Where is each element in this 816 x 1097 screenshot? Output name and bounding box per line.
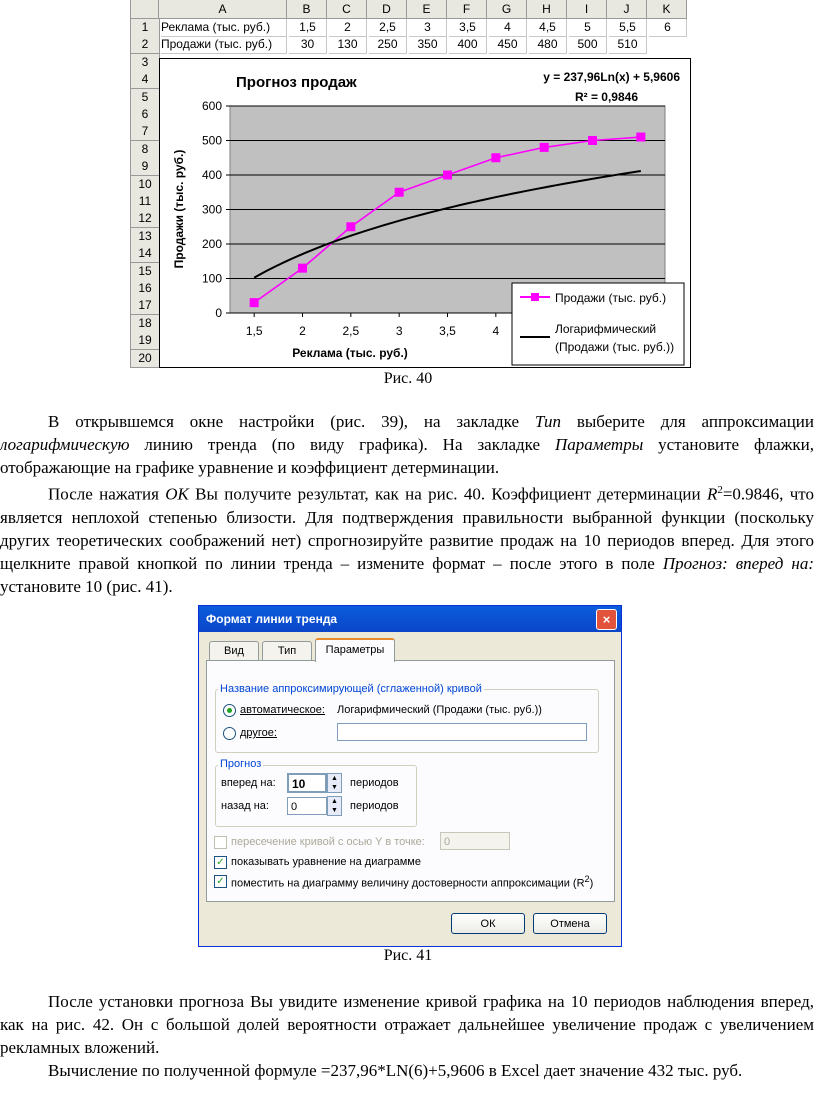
sales-point	[636, 133, 645, 142]
r-squared-label: R² = 0,9846	[574, 90, 638, 104]
forecast-group-label: Прогноз	[220, 758, 262, 770]
p2-text-g: Прогноз: вперед на:	[662, 553, 815, 573]
y-tick-label: 100	[201, 271, 222, 286]
column-header-K[interactable]: K	[647, 0, 687, 19]
paragraph-2	[0, 479, 814, 598]
cell-B2[interactable]: 30	[289, 36, 327, 54]
row-header-15[interactable]: 15	[131, 263, 160, 281]
chart-title: Прогноз продаж	[236, 74, 357, 91]
sales-point	[250, 298, 259, 307]
cell-G2[interactable]: 450	[489, 36, 527, 54]
sales-point	[346, 222, 355, 231]
cell-J1[interactable]: 5,5	[609, 19, 647, 37]
intercept-label: пересечение кривой с осью Y в точке:	[231, 836, 425, 848]
p1-text-b: Тип	[534, 412, 561, 431]
tab-type[interactable]: Тип	[262, 641, 312, 660]
row-header-11[interactable]: 11	[131, 193, 160, 211]
cell-H2[interactable]: 480	[529, 36, 567, 54]
cell-B1[interactable]: 1,5	[289, 19, 327, 37]
column-header-F[interactable]: F	[447, 0, 487, 19]
x-axis-label: Реклама (тыс. руб.)	[292, 346, 408, 360]
x-tick-label: 3	[395, 324, 403, 338]
spin-up-icon[interactable]: ▲	[331, 775, 338, 782]
p2-text-d: R	[706, 484, 718, 504]
show-r2-sup: 2	[584, 874, 590, 884]
auto-name-radio[interactable]	[223, 704, 236, 717]
show-r2-label	[231, 874, 593, 890]
p2-text-c: Вы получите результат, как на рис. 40. Коэффициент детерминации	[188, 484, 707, 504]
sales-point	[443, 171, 452, 180]
row-header-5[interactable]: 5	[131, 89, 160, 107]
forward-periods-label: периодов	[350, 777, 399, 789]
p1-text-e: линию тренда (по виду графика). На закладке	[129, 435, 555, 454]
row-header-20[interactable]: 20	[131, 350, 160, 368]
backward-spinner[interactable]	[327, 796, 342, 816]
other-name-label-text: другое:	[240, 727, 277, 739]
cell-D2[interactable]: 250	[369, 36, 407, 54]
row-header-1[interactable]: 1	[131, 19, 160, 37]
sales-point	[298, 264, 307, 273]
figure-caption-40: Рис. 40	[383, 370, 433, 387]
paragraph-1	[0, 410, 814, 479]
column-header-G[interactable]: G	[487, 0, 527, 19]
paragraph-4: Вычисление по полученной формуле =237,96*LN(6)+5,9606 в Excel дает значение 432 тыс. руб.	[48, 1061, 743, 1080]
column-header-B[interactable]: B	[287, 0, 327, 19]
trendline-format-dialog	[198, 605, 622, 947]
backward-periods-label: периодов	[350, 800, 399, 812]
trend-equation: y = 237,96Ln(x) + 5,9606	[543, 70, 680, 84]
y-tick-label: 200	[201, 237, 222, 251]
row-header-13[interactable]: 13	[131, 228, 160, 246]
column-header-A[interactable]: A	[159, 0, 287, 19]
cell-I1[interactable]: 5	[569, 19, 607, 37]
column-header-D[interactable]: D	[367, 0, 407, 19]
cell-A1[interactable]: Реклама (тыс. руб.)	[161, 19, 287, 37]
show-r2-checkbox[interactable]: ✓	[214, 875, 227, 888]
other-name-label	[240, 727, 277, 739]
spin-down-icon[interactable]: ▼	[331, 807, 338, 814]
p1-text-g: установите флажки, отображающие на графике уравнение и коэффициент детерминации.	[0, 435, 814, 477]
cell-H1[interactable]: 4,5	[529, 19, 567, 37]
forward-periods-input[interactable]: 10	[287, 773, 327, 793]
x-tick-label: 4	[492, 324, 500, 338]
other-name-radio[interactable]	[223, 727, 236, 740]
row-header-9[interactable]: 9	[131, 158, 160, 176]
cell-K1[interactable]: 6	[649, 19, 687, 37]
spin-up-icon[interactable]: ▲	[331, 798, 338, 805]
cell-J2[interactable]: 510	[609, 36, 647, 54]
auto-name-value: Логарифмический (Продажи (тыс. руб.))	[337, 704, 542, 716]
p2-text-a: После нажатия	[48, 484, 166, 504]
forward-label: вперед на:	[221, 777, 276, 789]
auto-name-label	[240, 704, 325, 716]
column-header-H[interactable]: H	[527, 0, 567, 19]
y-tick-label: 300	[201, 202, 222, 217]
show-r2-close: )	[589, 877, 594, 890]
cell-F2[interactable]: 400	[449, 36, 487, 54]
column-header-C[interactable]: C	[327, 0, 367, 19]
column-header-E[interactable]: E	[407, 0, 447, 19]
row-header-14[interactable]: 14	[131, 245, 160, 263]
p2-text-h: установите 10 (рис. 41).	[0, 576, 173, 596]
show-equation-checkbox[interactable]: ✓	[214, 856, 227, 869]
column-header-J[interactable]: J	[607, 0, 647, 19]
backward-label: назад на:	[221, 800, 269, 812]
dialog-title: Формат линии тренда	[206, 612, 338, 626]
spreadsheet	[130, 0, 691, 368]
column-header-I[interactable]: I	[567, 0, 607, 19]
cancel-button[interactable]: Отмена	[533, 913, 607, 934]
intercept-input: 0	[440, 832, 510, 850]
x-tick-label: 1,5	[245, 324, 263, 338]
row-header-18[interactable]: 18	[131, 315, 160, 333]
cell-G1[interactable]: 4	[489, 19, 527, 37]
row-header-3[interactable]: 3	[131, 54, 160, 72]
tab-panel-parameters	[206, 660, 615, 902]
y-axis-label: Продажи (тыс. руб.)	[172, 149, 186, 269]
p2-text-b: ОК	[165, 484, 189, 504]
intercept-checkbox[interactable]	[214, 836, 227, 849]
row-header-4[interactable]: 4	[131, 71, 160, 89]
cell-E1[interactable]: 3	[409, 19, 447, 37]
dialog-titlebar[interactable]	[199, 606, 621, 632]
p2-text-f: =0.9846, что является неплохой степенью близости. Для подтверждения правильности выбранной функции (поскольку других теоретических соображений нет) спрогнозируйте развитие продаж на 10 периодов вперед. Для этого щелкните правой кнопкой по линии тренда – измените формат – после этого в поле	[0, 484, 815, 573]
sales-point	[395, 188, 404, 197]
sales-point	[491, 153, 500, 162]
legend-trend-label-line1: Логарифмический	[555, 322, 657, 336]
spin-down-icon[interactable]: ▼	[331, 784, 338, 791]
row-header-8[interactable]: 8	[131, 141, 160, 159]
row-header-19[interactable]: 19	[131, 332, 160, 350]
row-header-12[interactable]: 12	[131, 210, 160, 228]
show-r2-text: поместить на диаграмму величину достоверности аппроксимации (R	[231, 877, 585, 890]
tab-parameters[interactable]: Параметры	[315, 638, 395, 662]
y-tick-label: 600	[201, 99, 222, 113]
row-header-10[interactable]: 10	[131, 176, 160, 194]
close-button[interactable]: ×	[596, 609, 617, 630]
trendline-name-group	[215, 689, 599, 753]
show-equation-label: показывать уравнение на диаграмме	[231, 856, 421, 868]
y-tick-label: 500	[201, 133, 222, 148]
y-tick-label: 0	[215, 306, 222, 320]
other-name-input[interactable]	[337, 723, 587, 741]
backward-periods-input[interactable]: 0	[287, 797, 327, 815]
row-header-7[interactable]: 7	[131, 123, 160, 141]
x-tick-label: 2	[299, 324, 306, 338]
row-header-2[interactable]: 2	[131, 36, 160, 54]
select-all-corner[interactable]	[131, 0, 159, 19]
cell-C2[interactable]: 130	[329, 36, 367, 54]
forward-spinner[interactable]	[327, 773, 342, 793]
p1-text-c: выберите для аппроксимации	[560, 412, 814, 431]
cell-D1[interactable]: 2,5	[369, 19, 407, 37]
cell-E2[interactable]: 350	[409, 36, 447, 54]
row-header-6[interactable]: 6	[131, 106, 160, 124]
row-header-17[interactable]: 17	[131, 297, 160, 315]
paragraph-3: После установки прогноза Вы увидите изменение кривой графика на 10 периодов наблюдения вперед, как на рис. 42. Он с большой долей вероятности отражает дальнейшее увеличение продаж с увеличением рекламных вложений.	[0, 992, 814, 1057]
trendline-name-group-label: Название аппроксимирующей (сглаженной) кривой	[220, 683, 482, 695]
chart-area[interactable]	[159, 58, 691, 368]
auto-name-label-text: автоматическое:	[240, 704, 325, 716]
p2-text-e: 2	[717, 484, 723, 496]
figure-caption-41: Рис. 41	[383, 947, 433, 964]
cell-A2[interactable]: Продажи (тыс. руб.)	[161, 36, 287, 54]
cell-I2[interactable]: 500	[569, 36, 607, 54]
p1-text-d: логарифмическую	[0, 435, 130, 454]
cell-F1[interactable]: 3,5	[449, 19, 487, 37]
sales-point	[588, 136, 597, 145]
row-header-16[interactable]: 16	[131, 280, 160, 298]
sales-point	[540, 143, 549, 152]
x-tick-label: 3,5	[439, 324, 456, 338]
chart-svg	[160, 59, 690, 367]
legend-sales-label: Продажи (тыс. руб.)	[555, 291, 667, 305]
p1-text-a: В открывшемся окне настройки (рис. 39), на закладке	[48, 412, 535, 431]
cell-C1[interactable]: 2	[329, 19, 367, 37]
tab-view[interactable]: Вид	[209, 641, 259, 660]
ok-button[interactable]: ОК	[451, 913, 525, 934]
x-tick-label: 2,5	[342, 324, 360, 338]
legend-sales-marker	[531, 293, 539, 301]
p1-text-f: Параметры	[554, 435, 644, 454]
y-tick-label: 400	[201, 168, 222, 182]
legend-trend-label-line2: (Продажи (тыс. руб.))	[555, 340, 675, 354]
